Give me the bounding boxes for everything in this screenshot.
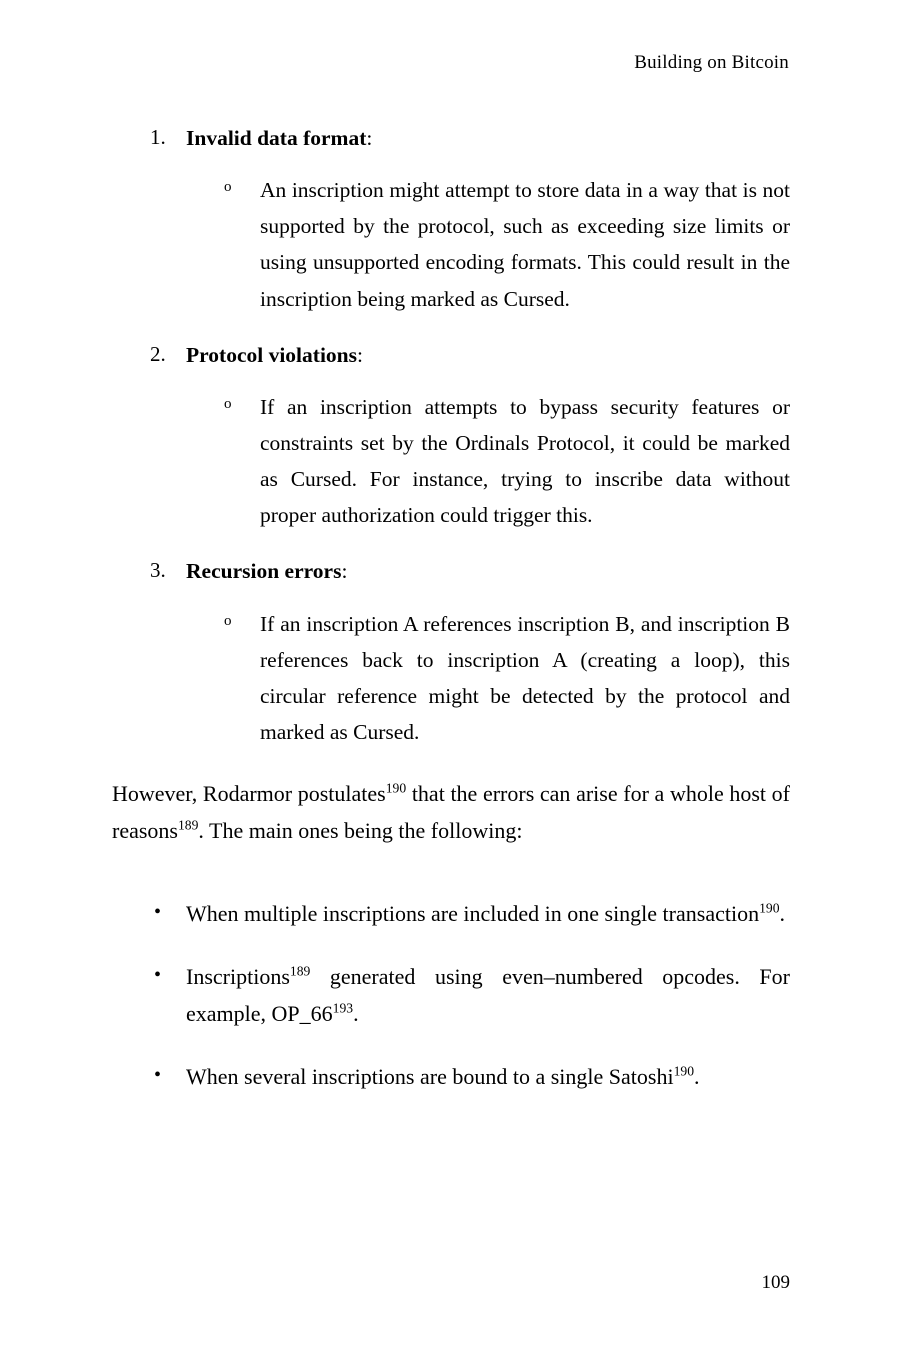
bullet-marker: •: [154, 900, 162, 923]
text-part-2: .: [779, 900, 786, 926]
item-heading: Invalid data format: [186, 126, 367, 150]
list-item: [110, 1059, 790, 1096]
list-item-text: [186, 1059, 790, 1096]
list-item-text: [186, 959, 790, 1033]
numbered-item: [110, 339, 790, 371]
item-heading: Protocol violations: [186, 342, 357, 367]
sub-bullet-item: [110, 389, 790, 533]
footnote-ref: 190: [385, 780, 407, 796]
footnote-ref: 190: [759, 900, 780, 916]
sub-bullet-text: If an inscription A references inscription B, and inscription B references back to inscription A (creating a loop), this circular reference might be detected by the protocol and marked as Cursed.: [260, 611, 790, 744]
text-part-3: .: [353, 1000, 359, 1026]
sub-bullet-marker: o: [224, 179, 232, 196]
item-heading: Recursion errors: [186, 559, 342, 584]
text-part-1: Inscriptions: [186, 963, 290, 989]
paragraph-part-1: However, Rodarmor postulates: [112, 781, 386, 807]
page-number: 109: [761, 1272, 790, 1293]
text-part-2: generated using even–numbered opcodes. For example, OP_66: [186, 963, 790, 1026]
footnote-ref: 189: [177, 817, 199, 833]
item-colon: :: [357, 342, 363, 367]
sub-bullet-text: If an inscription attempts to bypass security features or constraints set by the Ordinals Protocol, it could be marked as Cursed. For instance, trying to inscribe data without proper authorization could trigger this.: [260, 394, 790, 528]
text-part-1: When multiple inscriptions are included in one single transaction: [186, 900, 760, 926]
text-part-2: .: [694, 1063, 700, 1089]
sub-bullet-marker: o: [224, 395, 232, 412]
paragraph-part-3: . The main ones being the following:: [198, 818, 523, 844]
footnote-ref: 189: [289, 963, 311, 979]
item-colon: :: [341, 559, 348, 584]
bullet-list: [110, 896, 790, 1096]
item-colon: :: [366, 126, 373, 150]
list-item: [110, 896, 790, 933]
body-paragraph: [110, 776, 790, 850]
list-marker: 1.: [150, 125, 166, 149]
list-item: [110, 959, 790, 1033]
list-marker: 2.: [150, 341, 166, 366]
running-head: Building on Bitcoin: [634, 52, 789, 73]
sub-bullet-text: An inscription might attempt to store data in a way that is not supported by the protocol, such as exceeding size limits or using unsupported encoding formats. This could result in the inscription being marked as Cursed.: [260, 178, 790, 311]
bullet-marker: •: [154, 1063, 162, 1086]
list-item-text: [186, 896, 790, 933]
sub-bullet-item: [110, 606, 790, 750]
sub-bullet-item: [110, 172, 790, 316]
numbered-item: [110, 122, 790, 154]
footnote-ref: 193: [332, 1000, 354, 1016]
sub-bullet-marker: o: [224, 612, 232, 629]
text-part-1: When several inscriptions are bound to a single Satoshi: [186, 1063, 674, 1089]
list-marker: 3.: [150, 558, 166, 583]
numbered-item: [110, 555, 790, 587]
footnote-ref: 190: [673, 1063, 694, 1079]
bullet-marker: •: [154, 963, 162, 986]
paragraph-part-2: that the errors can arise for a whole host of reasons: [112, 781, 790, 844]
